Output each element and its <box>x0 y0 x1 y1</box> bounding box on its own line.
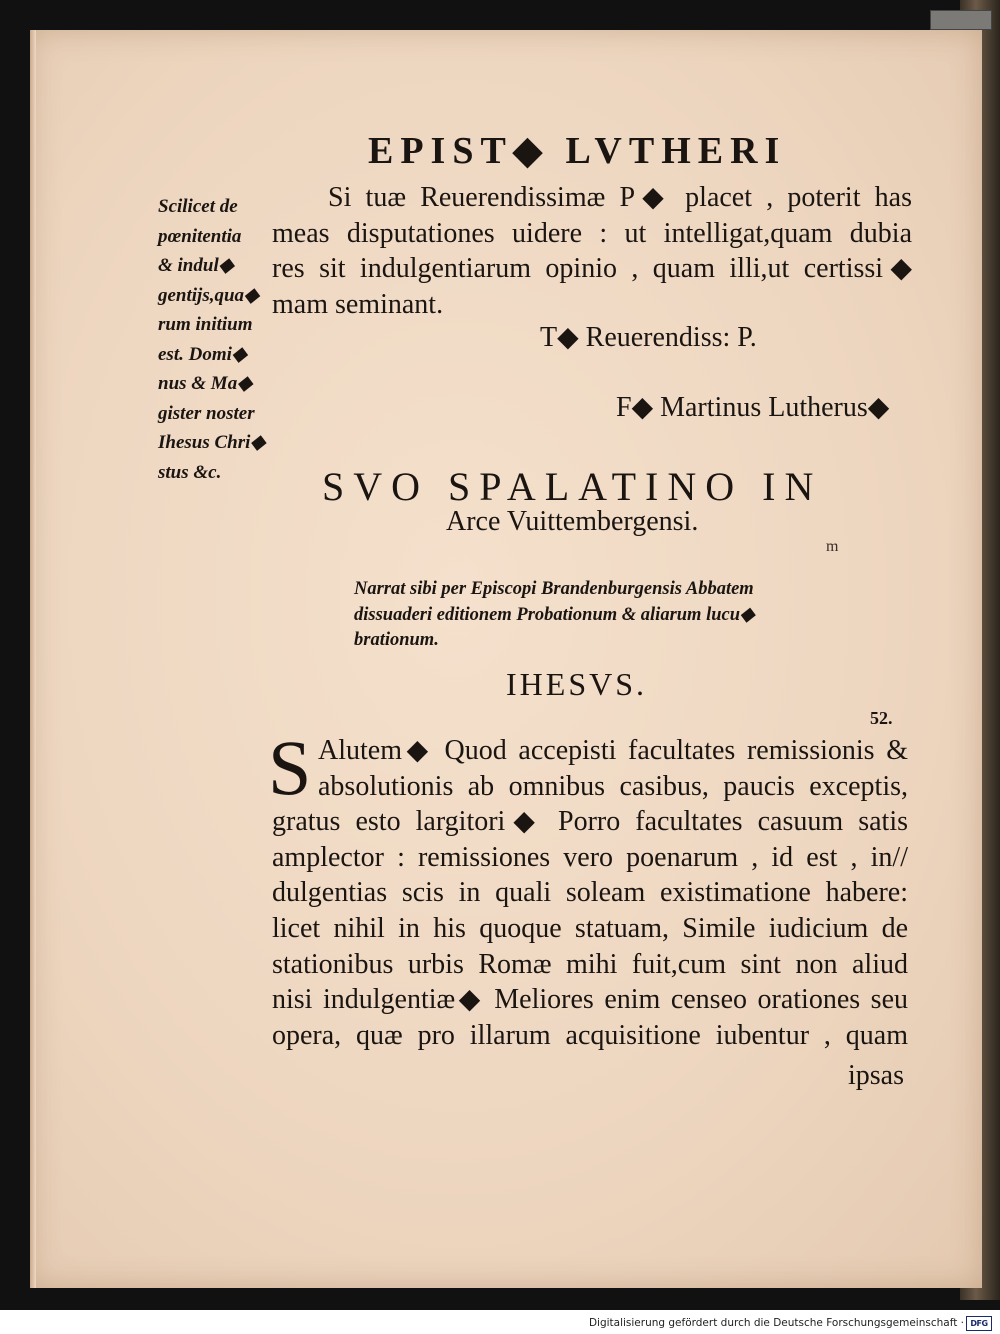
letter-heading: SVO SPALATINO IN <box>322 464 823 509</box>
margin-mark: m <box>826 538 839 555</box>
page-edge <box>30 30 36 1288</box>
summary-line: dissuaderi editionem Probationum & aliarum lucu◆ <box>354 604 755 625</box>
letter-subheading: Arce Vuittembergensi. <box>446 506 699 537</box>
text-line: absolutionis ab omnibus casibus, paucis exceptis, <box>318 770 908 802</box>
text-line: licet nihil in his quoque statuam, Simile iudicium de <box>272 912 908 944</box>
funding-credit: Digitalisierung gefördert durch die Deutsche Forschungsgemeinschaft · <box>588 1317 964 1329</box>
text-line: res sit indulgentiarum opinio , quam illi,ut certissi◆ <box>272 253 912 284</box>
text-line: nisi indulgentiæ◆ Meliores enim censeo orationes seu <box>272 984 908 1016</box>
marginal-note <box>158 192 266 487</box>
dfg-logo <box>966 1316 992 1331</box>
spine-label <box>930 10 992 30</box>
summary-line: brationum. <box>354 630 439 650</box>
margin-line: est. Domi◆ <box>158 343 247 365</box>
text-line: opera, quæ pro illarum acquisitione iubentur , quam <box>272 1019 908 1051</box>
invocation-heading: IHESVS. <box>506 666 648 702</box>
text-line: gratus esto largitori◆ Porro facultates casuum satis <box>272 806 908 838</box>
margin-line: rum initium <box>158 314 253 335</box>
text-line: meas disputationes uidere : ut intelligat,quam dubia <box>272 217 912 249</box>
signature-line: F◆ Martinus Lutherus◆ <box>616 392 890 423</box>
catchword: ipsas <box>848 1060 904 1091</box>
letter-closing-paragraph <box>272 180 912 322</box>
salutation-line: T◆ Reuerendiss: P. <box>540 322 757 353</box>
text-line: stationibus urbis Romæ mihi fuit,cum sint non aliud <box>272 948 908 980</box>
text-line: Si tuæ Reuerendissimæ P◆ placet , poterit has <box>328 182 912 213</box>
folio-number: 52. <box>870 708 893 728</box>
text-line: mam seminant. <box>272 288 444 320</box>
letter-summary <box>354 577 824 654</box>
margin-line: stus &c. <box>158 461 222 483</box>
text-line: amplector : remissiones vero poenarum , id est , in// <box>272 841 908 873</box>
dfg-logo-text: DFG <box>970 1319 988 1328</box>
letter-body <box>272 733 908 1053</box>
margin-line: gentijs,qua◆ <box>158 284 259 306</box>
margin-line: Scilicet de <box>158 196 238 217</box>
margin-line: pœnitentia <box>158 225 242 247</box>
margin-line: gister noster <box>158 402 255 424</box>
margin-line: Ihesus Chri◆ <box>158 432 266 453</box>
running-head: EPIST◆ LVTHERI <box>368 130 787 172</box>
drop-cap: S <box>268 724 312 811</box>
summary-line: Narrat sibi per Episcopi Brandenburgensis Abbatem <box>354 579 754 599</box>
text-line: Alutem◆ Quod accepisti facultates remissionis & <box>318 735 908 766</box>
margin-line: & indul◆ <box>158 255 234 276</box>
margin-line: nus & Ma◆ <box>158 373 252 394</box>
text-line: dulgentias scis in quali soleam existimatione habere: <box>272 877 908 909</box>
